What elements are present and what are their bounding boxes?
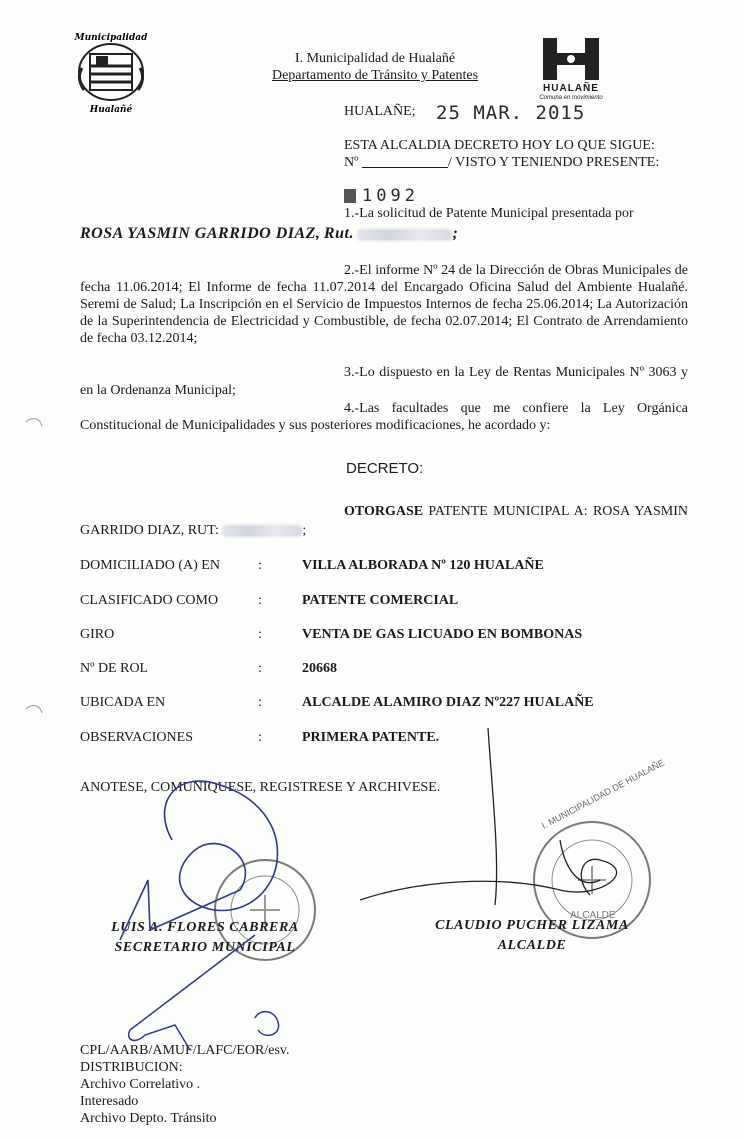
detail-row-domicile bbox=[80, 556, 700, 576]
detail-label: GIRO bbox=[80, 627, 115, 642]
detail-label: DOMICILIADO (A) EN bbox=[80, 558, 220, 573]
grant-text: PATENTE MUNICIPAL A: ROSA YASMIN GARRIDO DIAZ, RUT: bbox=[80, 504, 688, 538]
mayor-name: CLAUDIO PUCHER LIZAMA bbox=[435, 918, 629, 933]
seal-text: I. MUNICIPALIDAD DE HUALAÑE bbox=[540, 757, 666, 831]
decree-intro: ESTA ALCALDIA DECRETO HOY LO QUE SIGUE: bbox=[344, 138, 655, 153]
detail-colon: : bbox=[258, 558, 262, 573]
detail-colon: : bbox=[258, 627, 262, 642]
consideration-1: 1.-La solicitud de Patente Municipal presentada por bbox=[344, 206, 634, 221]
consideration-2: 2.-El informe Nº 24 de la Dirección de Obras Municipales de fecha 11.06.2014; El Informe de fecha 11.07.2014 del Encargado Oficina Salud del Ambiente Hualañé. Seremi de Salud; La Inscripción en el Servicio de Impuestos Internos de fecha 25.06.2014; La Autorización de la Superintendencia de Electricidad y Combustible, de fecha 02.07.2014; El Contrato de Arrendamiento de fecha 03.12.2014; bbox=[80, 263, 688, 346]
decreto-heading: DECRETO: bbox=[346, 460, 424, 477]
secretary-name: LUIS A. FLORES CABRERA bbox=[111, 920, 299, 935]
org-name: I. Municipalidad de Hualañé bbox=[294, 51, 456, 66]
number-blank bbox=[362, 167, 448, 168]
place-label: HUALAÑE; bbox=[344, 104, 416, 119]
detail-label: Nº DE ROL bbox=[80, 661, 149, 676]
detail-value: VILLA ALBORADA Nº 120 HUALAÑE bbox=[302, 558, 544, 573]
letterhead bbox=[250, 50, 500, 84]
distribution-item: Archivo Correlativo . bbox=[80, 1077, 201, 1092]
detail-row-location bbox=[80, 693, 700, 713]
detail-label: UBICADA EN bbox=[80, 695, 166, 710]
decree-number: 1092 bbox=[362, 186, 419, 206]
detail-value: 20668 bbox=[302, 661, 337, 676]
applicant-line: ROSA YASMIN GARRIDO DIAZ, Rut. ; bbox=[80, 225, 459, 242]
department-name: Departamento de Tránsito y Patentes bbox=[271, 68, 479, 83]
redacted-rut-2 bbox=[222, 525, 302, 537]
detail-colon: : bbox=[258, 593, 262, 608]
number-prefix: Nº bbox=[344, 155, 359, 170]
distribution-label: DISTRIBUCION: bbox=[80, 1060, 183, 1075]
visto-text: / VISTO Y TENIENDO PRESENTE: bbox=[447, 155, 660, 170]
decree-number-line bbox=[344, 154, 694, 171]
distribution-item: Interesado bbox=[80, 1094, 139, 1109]
detail-value: PATENTE COMERCIAL bbox=[302, 593, 459, 608]
mayor-signature-block bbox=[402, 916, 662, 956]
distribution-item: Archivo Depto. Tránsito bbox=[80, 1111, 217, 1126]
crest-top-text: Municipalidad bbox=[74, 33, 148, 43]
decree-number-stamp bbox=[344, 186, 419, 206]
detail-colon: : bbox=[258, 730, 262, 745]
grant-statement: OTORGASE PATENTE MUNICIPAL A: ROSA YASMIN GARRIDO DIAZ, RUT: ; bbox=[80, 504, 688, 538]
redacted-rut bbox=[357, 229, 452, 241]
detail-value: VENTA DE GAS LICUADO EN BOMBONAS bbox=[302, 627, 583, 642]
secretary-signature-block bbox=[80, 918, 330, 958]
grant-keyword: OTORGASE bbox=[344, 504, 424, 519]
stamp-mark bbox=[344, 189, 356, 203]
hualane-brand-logo bbox=[535, 36, 607, 106]
detail-row-rol bbox=[80, 659, 700, 679]
crest-bottom-text: Hualañé bbox=[89, 105, 133, 115]
consideration-3: 3.-Lo dispuesto en la Ley de Rentas Municipales Nº 3063 y en la Ordenanza Municipal; bbox=[80, 365, 688, 398]
date-stamp: 25 MAR. 2015 bbox=[436, 102, 586, 124]
detail-colon: : bbox=[258, 661, 262, 676]
detail-label: OBSERVACIONES bbox=[80, 730, 193, 745]
detail-label: CLASIFICADO COMO bbox=[80, 593, 219, 608]
detail-row-classification bbox=[80, 591, 700, 611]
brand-tagline: Comuna en movimiento bbox=[539, 95, 603, 101]
secretary-title: SECRETARIO MUNICIPAL bbox=[114, 940, 296, 955]
punch-hole-top bbox=[26, 419, 42, 426]
initials-line: CPL/AARB/AMUF/LAFC/EOR/esv. bbox=[80, 1043, 290, 1058]
closing-formula: ANOTESE, COMUNIQUESE, REGISTRESE Y ARCHIVESE. bbox=[80, 780, 441, 795]
mayor-title: ALCALDE bbox=[497, 938, 567, 953]
detail-row-giro bbox=[80, 625, 700, 645]
applicant-name: ROSA YASMIN GARRIDO DIAZ, bbox=[80, 225, 321, 242]
detail-row-observations bbox=[80, 728, 700, 748]
seal-bottom-text: ALCALDE bbox=[570, 910, 616, 921]
detail-colon: : bbox=[258, 695, 262, 710]
municipal-crest-logo bbox=[72, 28, 150, 116]
detail-value: PRIMERA PATENTE. bbox=[302, 730, 440, 745]
detail-value: ALCALDE ALAMIRO DIAZ Nº227 HUALAÑE bbox=[302, 695, 594, 710]
brand-name: HUALAÑE bbox=[543, 83, 599, 94]
punch-hole-bottom bbox=[26, 706, 42, 713]
consideration-4: 4.-Las facultades que me confiere la Ley Orgánica Constitucional de Municipalidades y sus posteriores modificaciones, he acordado y: bbox=[80, 401, 688, 433]
rut-label: Rut. bbox=[323, 225, 354, 242]
